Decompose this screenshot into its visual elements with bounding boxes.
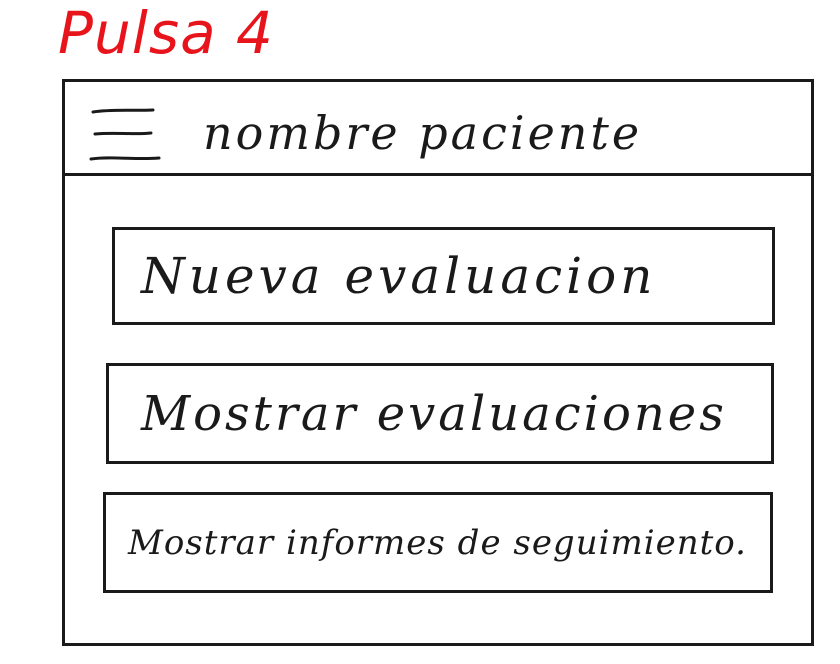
- show-follow-up-reports-button[interactable]: Mostrar informes de seguimiento.: [103, 492, 773, 593]
- app-header: [65, 82, 811, 176]
- new-evaluation-button[interactable]: Nueva evaluacion: [112, 227, 775, 325]
- show-evaluations-button[interactable]: Mostrar evaluaciones: [106, 363, 774, 464]
- app-screen-frame: [62, 79, 814, 646]
- step-annotation: Pulsa 4: [58, 0, 274, 67]
- patient-name: nombre paciente: [203, 106, 643, 160]
- hamburger-menu-icon[interactable]: [87, 104, 165, 166]
